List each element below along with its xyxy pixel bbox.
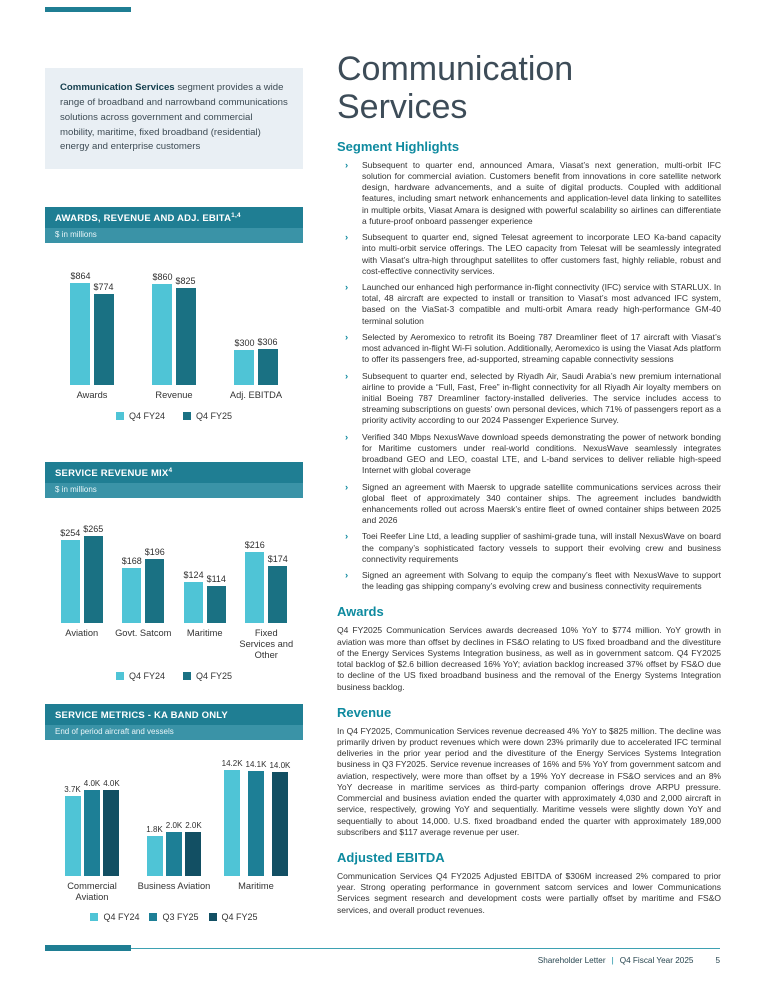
bar <box>258 349 278 385</box>
bar-with-label <box>184 570 204 623</box>
bar-with-label <box>122 556 142 623</box>
footer-doc-title: Shareholder Letter <box>537 956 606 965</box>
legend-item <box>149 912 198 922</box>
bar-group <box>51 756 133 876</box>
bar-with-label <box>222 759 243 876</box>
legend-swatch <box>116 412 124 420</box>
section-heading-segment-highlights: Segment Highlights <box>337 138 460 154</box>
bar-group <box>133 756 215 876</box>
bar <box>272 772 288 876</box>
bar-with-label <box>268 554 288 623</box>
chart-title-superscript: 4 <box>168 467 173 474</box>
bar-value-label: 2.0K <box>165 821 183 831</box>
legend-label: Q4 FY24 <box>103 912 140 923</box>
legend-swatch <box>183 672 191 680</box>
bar-with-label <box>84 779 100 876</box>
bullet-text: › Signed an agreement with Maersk to upgrade satellite communications services across their global fleet of approximately 340 container ships. The agreement includes bandwidth enhancements rolled out across Maersk’s entire fleet of owned container ships between 2025 and 2026 <box>362 481 721 526</box>
bullet-item <box>337 371 721 427</box>
chart-subtitle: End of period aircraft and vessels <box>45 725 303 740</box>
service-revenue-mix-chart <box>45 462 303 681</box>
bar <box>245 552 264 623</box>
bar-with-label <box>60 528 80 623</box>
bullet-item <box>337 232 721 277</box>
bar <box>268 566 287 623</box>
bullet-item <box>337 531 721 565</box>
section-paragraph: In Q4 FY2025, Communication Services revenue decreased 4% YoY to $825 million. The decline was primarily driven by product revenues which were down 23% primarily due to accelerated IFC terminal deliveries in the prior year period and the divestiture of the Energy Services Systems Integration business in Q3 FY2025. Service revenue increases of 16% and 5% YoY from government satcom and aviation, respectively, were more than offset by a 19% YoY decrease in FS&O services and an 8% YoY decrease in maritime services as third-party companion offerings drove ARPU pressure. Commercial and business aviation ended the quarter with approximately 4,030 and 2,000 aircraft in service, respectively, growing YoY and sequentially. Maritime vessels were slightly down YoY and sequentially to about 14,000. U.S. fixed broadband ended the quarter with approximately 189,000 subscribers and $117 average revenue per user. <box>337 725 721 837</box>
chart-title: SERVICE METRICS - KA BAND ONLY <box>55 710 228 722</box>
legend-swatch <box>209 913 217 921</box>
page-title <box>337 50 721 127</box>
bar <box>103 790 119 876</box>
bullet-item <box>337 482 721 527</box>
bar-value-label: 4.0K <box>83 779 101 789</box>
bar-group <box>51 259 133 385</box>
chart-title: AWARDS, REVENUE AND ADJ. EBITA <box>55 213 232 225</box>
bar <box>84 536 103 623</box>
bar <box>184 582 203 623</box>
intro-box <box>45 68 303 169</box>
bar <box>70 283 90 385</box>
chart-subtitle: $ in millions <box>45 228 303 243</box>
bullet-item <box>337 160 721 227</box>
bullet-text: › Launched our enhanced high performance in-flight connectivity (IFC) service with STARLUX. In total, 48 aircraft are expected to install or transition to Viasat’s most advanced IFC system, based on the ViaSat-3 compatible and multi-orbit Amara ready high-performance GM-40 terminal solution <box>362 282 721 326</box>
footer-page-number: 5 <box>715 956 720 965</box>
section-heading: Awards <box>337 604 384 620</box>
top-accent-bar <box>45 7 131 12</box>
bar-group <box>51 514 113 623</box>
legend-label: Q3 FY25 <box>162 912 199 923</box>
legend-swatch <box>183 412 191 420</box>
section-paragraph: Q4 FY2025 Communication Services awards decreased 10% YoY to $774 million. YoY growth in aviation was more than offset by declines in FS&O relating to US fixed broadband and the divestiture of the Energy Services Systems Integration business, as well as in government satcom. Q4 FY2025 total backlog of $2.6 billion decreased 16% YoY; aviation backlog increased 37% offset by FS&O due to decline of the US fixed broadband business and the removal of the Energy Systems Integration business backlog. <box>337 625 721 692</box>
legend-label: Q4 FY24 <box>128 671 165 682</box>
bar-value-label: 3.7K <box>64 785 81 795</box>
bullet-item <box>337 432 721 477</box>
bar <box>166 832 182 876</box>
chart-header <box>45 207 303 228</box>
bullet-text: › Subsequent to quarter end, announced Amara, Viasat’s next generation, multi-orbit IFC solution for commercial aviation. Customers benefit from innovations in core satellite network design, hardware advancements, and a suite of digital products. Coupled with additional features, including smart network enhancements and application-level data linking to satellites in multiple orbits, Viasat Amara is designed with powerful scalability so airlines can differentiate a future-proof onboard passenger experience <box>362 159 721 226</box>
bar <box>185 832 201 876</box>
bar-value-label: 14.1K <box>245 760 267 770</box>
bar-value-label: $306 <box>257 337 278 348</box>
bar-value-label: 2.0K <box>185 821 202 831</box>
category-label: Govt. Satcom <box>115 628 172 639</box>
category-label: Maritime <box>238 881 274 892</box>
bar-value-label: $168 <box>121 556 142 567</box>
footer-rule <box>45 948 720 949</box>
bullet-text: › Subsequent to quarter end, selected by Riyadh Air, Saudi Arabia’s new premium international airline to provide a “Full, Fast, Free” in-flight connectivity for all Riyadh Air loyalty members on initial Boeing 787 Dreamliner factory-installed deliveries. The service includes access to streaming subscriptions on guests’ own personal devices, which 71% of passengers report as a priority activity according to our 2024 Passenger Experience Survey. <box>362 370 721 426</box>
bar-value-label: $864 <box>70 271 91 282</box>
legend-item <box>209 912 258 922</box>
body-section <box>337 604 721 692</box>
legend-label: Q4 FY25 <box>196 411 233 422</box>
bar-with-label <box>145 547 165 623</box>
legend-item <box>116 411 165 421</box>
bar <box>207 586 226 623</box>
section-heading: Adjusted EBITDA <box>337 849 445 865</box>
legend-item <box>183 411 232 421</box>
bar-with-label <box>185 821 201 876</box>
bullet-item <box>337 332 721 366</box>
chart-legend <box>45 411 303 421</box>
bar-group <box>174 514 236 623</box>
bar-with-label <box>269 761 290 876</box>
bar <box>94 294 114 385</box>
bar-value-label: 1.8K <box>146 825 163 835</box>
chart-plot <box>45 740 303 903</box>
bar <box>176 288 196 385</box>
legend-label: Q4 FY25 <box>196 671 233 682</box>
bullet-text: › Toei Reefer Line Ltd, a leading supplier of sashimi-grade tuna, will install NexusWave on board the company’s sophisticated factory vessels to support their evolving crew and business connectivity requirements <box>362 531 721 564</box>
bar-with-label <box>234 338 254 385</box>
bar <box>234 350 254 385</box>
bar-with-label <box>176 276 196 385</box>
footer <box>45 956 720 965</box>
page-title-line2: Services <box>337 88 468 127</box>
legend-item <box>90 912 139 922</box>
footer-accent-bar <box>45 945 131 951</box>
bar-with-label <box>246 760 267 876</box>
category-label: Aviation <box>65 628 99 639</box>
bar-with-label <box>166 821 182 876</box>
bar-with-label <box>94 282 114 385</box>
category-label: Commercial Aviation <box>67 881 117 903</box>
bar <box>147 836 163 876</box>
legend-swatch <box>90 913 98 921</box>
bullet-text: › Verified 340 Mbps NexusWave download speeds demonstrating the power of network bonding for Maritime customers under real-world conditions. NexusWave seamlessly integrates broadband GEO and LEO, coastal LTE, and L-band services to deliver reliable high-speed Internet with global coverage <box>362 431 721 476</box>
legend-swatch <box>116 672 124 680</box>
body-section <box>337 850 721 916</box>
intro-body: segment provides a wide range of broadband and narrowband communications solutions across government and commercial mobility, maritime, fixed broadband (residential) energy and enterprise customers <box>60 82 288 153</box>
bar-value-label: $196 <box>144 547 165 558</box>
bar-with-label <box>103 779 119 876</box>
chart-header <box>45 462 303 483</box>
bar <box>65 796 81 876</box>
bar-with-label <box>70 271 90 385</box>
bar-value-label: $114 <box>206 574 226 585</box>
category-label: Awards <box>76 390 108 401</box>
main-content <box>337 50 721 920</box>
page-title-line1: Communication <box>337 50 574 88</box>
bar-group <box>215 259 297 385</box>
section-heading: Revenue <box>337 704 392 720</box>
body-sections <box>337 604 721 915</box>
bar <box>152 284 172 385</box>
bar-with-label <box>207 574 226 623</box>
bar-value-label: $860 <box>152 272 173 283</box>
bar-with-label <box>152 272 172 385</box>
chart-header <box>45 704 303 725</box>
section-paragraph: Communication Services Q4 FY2025 Adjusted EBITDA of $306M increased 2% compared to prior year. Strong operating performance in government satcom services and lower Communications Services segment research and development costs were partially offset by maritime and FS&O services, and overall product revenues. <box>337 870 721 915</box>
bar <box>145 559 164 623</box>
bar <box>224 770 240 876</box>
bar <box>122 568 141 623</box>
bar <box>248 771 264 876</box>
body-section <box>337 705 721 838</box>
category-label: Business Aviation <box>137 881 211 892</box>
intro-title: Communication Services <box>60 82 175 93</box>
bar-value-label: 14.0K <box>269 761 291 771</box>
chart-title: SERVICE REVENUE MIX <box>55 468 169 480</box>
awards-revenue-ebitda-chart <box>45 207 303 421</box>
footer-period: Q4 Fiscal Year 2025 <box>619 956 694 965</box>
chart-plot <box>45 243 303 402</box>
bullet-text: › Subsequent to quarter end, signed Telesat agreement to incorporate LEO Ka-band capacity into multi-orbit service offerings. The LEO capacity from Telesat will be seamlessly integrated with Viasat’s ultra-high throughput satellites to offer customers fast, highly reliable, robust and cost-effective connectivity services. <box>362 232 721 276</box>
bar-with-label <box>146 825 162 876</box>
bar-value-label: $774 <box>93 282 114 293</box>
bar-value-label: $265 <box>83 524 104 535</box>
bar-value-label: $124 <box>183 570 204 581</box>
bar-with-label <box>64 785 80 876</box>
bullet-item <box>337 282 721 327</box>
legend-label: Q4 FY25 <box>221 912 258 923</box>
bullet-item <box>337 570 721 592</box>
bar-group <box>133 259 215 385</box>
bar-with-label <box>83 524 103 623</box>
legend-swatch <box>149 913 157 921</box>
service-metrics-chart <box>45 704 303 922</box>
category-label: Revenue <box>155 390 193 401</box>
bar-value-label: $216 <box>244 540 265 551</box>
category-label: Maritime <box>186 628 223 639</box>
bar-value-label: $825 <box>175 276 196 287</box>
legend-item <box>183 671 232 681</box>
bar <box>84 790 100 876</box>
bullet-text: › Selected by Aeromexico to retrofit its Boeing 787 Dreamliner fleet of 17 aircraft with Viasat’s most advanced in-flight Wi-Fi solution. Additionally, Aeromexico is using the Viasat Ads platform to offer its passengers free, ad-supported, streaming capable connectivity sessions <box>362 331 721 365</box>
chart-legend <box>45 671 303 681</box>
bar-group <box>215 756 297 876</box>
bar-group <box>113 514 175 623</box>
bar-with-label <box>245 540 265 623</box>
chart-legend <box>45 912 303 922</box>
category-label: Fixed Services and Other <box>239 628 294 661</box>
bar <box>61 540 80 623</box>
bar-with-label <box>258 337 278 385</box>
legend-label: Q4 FY24 <box>128 411 165 422</box>
legend-item <box>116 671 165 681</box>
bar-value-label: 4.0K <box>103 779 120 789</box>
chart-title-superscript: 1,4 <box>231 212 241 219</box>
footer-separator: | <box>611 956 614 965</box>
bar-value-label: $300 <box>234 338 255 349</box>
bar-value-label: $254 <box>60 528 81 539</box>
bar-value-label: 14.2K <box>221 759 243 769</box>
category-label: Adj. EBITDA <box>229 390 283 401</box>
chart-plot <box>45 498 303 662</box>
bar-value-label: $174 <box>267 554 288 565</box>
bar-group <box>236 514 298 623</box>
intro-paragraph <box>60 81 288 155</box>
chart-subtitle: $ in millions <box>45 483 303 498</box>
bullet-text: › Signed an agreement with Solvang to equip the company’s fleet with NexusWave to support the leading gas shipping company’s evolving crew and business connectivity requirements <box>362 570 721 592</box>
highlights-list <box>337 160 721 593</box>
